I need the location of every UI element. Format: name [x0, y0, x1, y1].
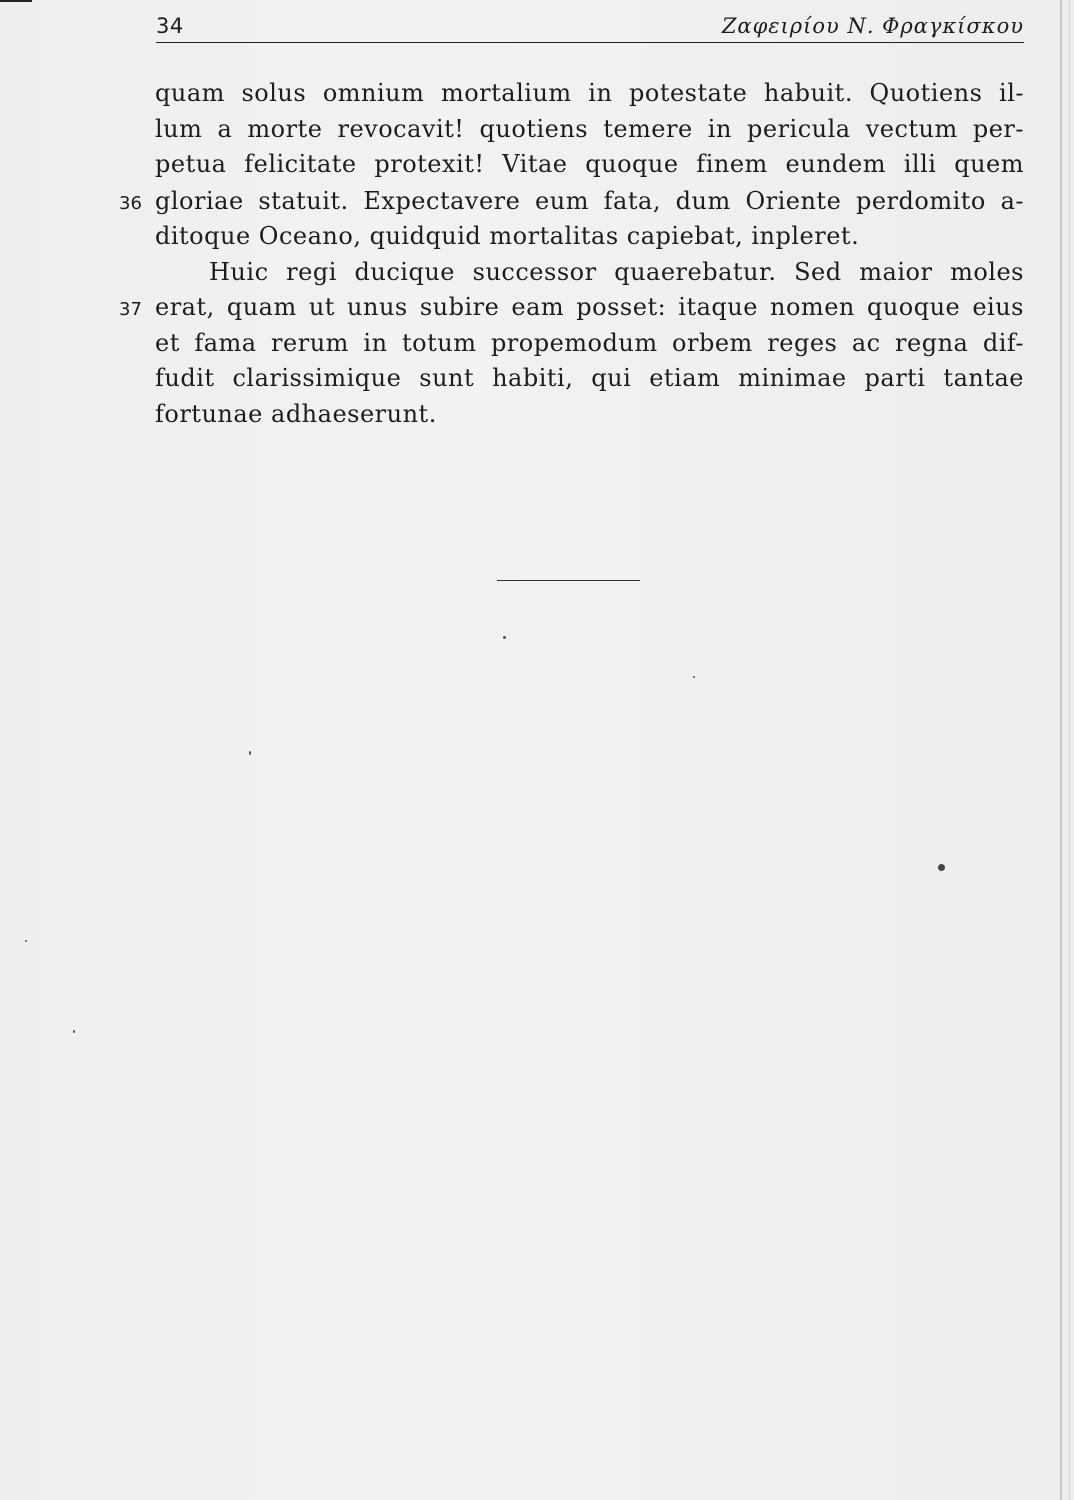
text-line-9: fudit clarissimique sunt habiti, qui etiam minimae parti tantae: [155, 364, 1024, 392]
section-divider: [497, 580, 640, 581]
scan-corner-mark: [0, 0, 32, 10]
paper-speck: [249, 751, 251, 755]
page-number: 34: [156, 14, 184, 38]
text-line-8: et fama rerum in totum propemodum orbem reges ac regna dif-: [155, 329, 1024, 357]
paper-speck: [693, 676, 695, 678]
page-header: [156, 12, 1024, 43]
text-line-6-paragraph-start: Huic regi ducique successor quaerebatur. Sed maior moles: [209, 258, 1024, 286]
ink-blot: [938, 864, 945, 871]
line-number-36: 36: [119, 193, 142, 214]
text-line-5: ditoque Oceano, quidquid mortalitas capiebat, inpleret.: [155, 222, 860, 250]
text-line-7: erat, quam ut unus subire eam posset: itaque nomen quoque eius: [155, 293, 1024, 321]
text-line-2: lum a morte revocavit! quotiens temere in pericula vectum per-: [155, 115, 1024, 143]
text-line-1: quam solus omnium mortalium in potestate habuit. Quotiens il-: [155, 79, 1024, 107]
paper-speck: [25, 940, 27, 942]
paper-speck: [503, 636, 506, 639]
page-edge-line: [1069, 0, 1070, 1500]
text-line-4: gloriae statuit. Expectavere eum fata, dum Oriente perdomito a-: [155, 187, 1024, 215]
text-line-10: fortunae adhaeserunt.: [155, 400, 437, 428]
line-number-37: 37: [119, 299, 142, 320]
text-line-3: petua felicitate protexit! Vitae quoque finem eundem illi quem: [155, 150, 1024, 178]
paper-speck: [73, 1030, 75, 1033]
running-head-author: Ζαφειρίου Ν. Φραγκίσκου: [721, 14, 1024, 38]
page-edge-shadow: [1060, 0, 1062, 1500]
